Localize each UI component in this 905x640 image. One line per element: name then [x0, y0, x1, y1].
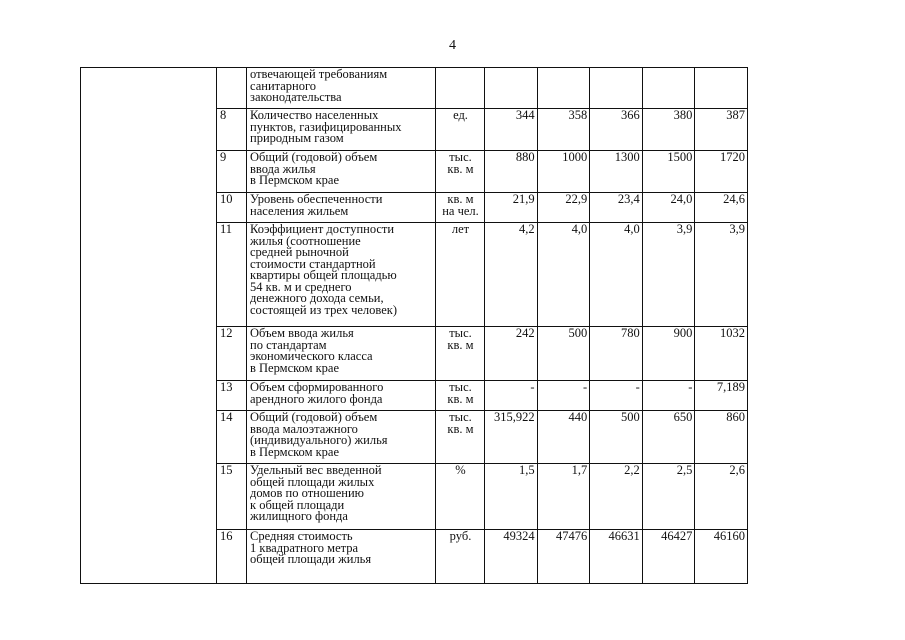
value-cell: 7,189 — [695, 381, 748, 411]
value-cell: 1300 — [590, 151, 643, 193]
value-cell: 46631 — [590, 530, 643, 584]
row-number: 14 — [217, 411, 247, 464]
table-row — [81, 68, 748, 109]
row-number: 12 — [217, 327, 247, 381]
unit-cell: кв. м на чел. — [436, 193, 485, 223]
value-cell: - — [590, 381, 643, 411]
value-cell: 49324 — [485, 530, 538, 584]
value-cell: 440 — [537, 411, 590, 464]
value-cell: 380 — [642, 109, 695, 151]
value-cell: 1,7 — [537, 464, 590, 530]
value-cell: 46160 — [695, 530, 748, 584]
value-cell: 315,922 — [485, 411, 538, 464]
value-cell: 500 — [590, 411, 643, 464]
row-number: 15 — [217, 464, 247, 530]
value-cell: 21,9 — [485, 193, 538, 223]
indicator-name: отвечающей требованиям санитарного законодательства — [247, 68, 436, 109]
table-body — [81, 68, 748, 584]
unit-cell: тыс. кв. м — [436, 381, 485, 411]
row-number: 13 — [217, 381, 247, 411]
value-cell: 3,9 — [695, 223, 748, 327]
value-cell — [590, 68, 643, 109]
value-cell: 24,6 — [695, 193, 748, 223]
value-cell: 1,5 — [485, 464, 538, 530]
unit-cell: % — [436, 464, 485, 530]
indicator-name: Общий (годовой) объем ввода малоэтажного (индивидуального) жилья в Пермском крае — [247, 411, 436, 464]
row-number: 9 — [217, 151, 247, 193]
row-number: 11 — [217, 223, 247, 327]
value-cell: 860 — [695, 411, 748, 464]
indicator-name: Количество населенных пунктов, газифицированных природным газом — [247, 109, 436, 151]
page-number: 4 — [449, 38, 456, 53]
unit-cell: ед. — [436, 109, 485, 151]
indicator-name: Объем сформированного арендного жилого фонда — [247, 381, 436, 411]
value-cell: 880 — [485, 151, 538, 193]
value-cell: 4,0 — [537, 223, 590, 327]
value-cell: 23,4 — [590, 193, 643, 223]
row-number — [217, 68, 247, 109]
value-cell: 22,9 — [537, 193, 590, 223]
unit-cell: тыс. кв. м — [436, 327, 485, 381]
value-cell: 2,5 — [642, 464, 695, 530]
row-number: 8 — [217, 109, 247, 151]
row-number: 16 — [217, 530, 247, 584]
unit-cell — [436, 68, 485, 109]
row-number: 10 — [217, 193, 247, 223]
value-cell: 46427 — [642, 530, 695, 584]
value-cell: 500 — [537, 327, 590, 381]
value-cell: 780 — [590, 327, 643, 381]
value-cell: 900 — [642, 327, 695, 381]
indicator-name: Коэффициент доступности жилья (соотношение средней рыночной стоимости стандартной квартиры общей площадью 54 кв. м и среднего денежного дохода семьи, состоящей из трех человек) — [247, 223, 436, 327]
value-cell: 344 — [485, 109, 538, 151]
unit-cell: тыс. кв. м — [436, 151, 485, 193]
value-cell: - — [485, 381, 538, 411]
value-cell: 1500 — [642, 151, 695, 193]
value-cell: 366 — [590, 109, 643, 151]
value-cell: 2,2 — [590, 464, 643, 530]
value-cell: 24,0 — [642, 193, 695, 223]
value-cell: 4,0 — [590, 223, 643, 327]
value-cell — [485, 68, 538, 109]
value-cell — [642, 68, 695, 109]
indicator-name: Средняя стоимость 1 квадратного метра общей площади жилья — [247, 530, 436, 584]
value-cell — [537, 68, 590, 109]
value-cell: 3,9 — [642, 223, 695, 327]
value-cell: 650 — [642, 411, 695, 464]
value-cell: 1032 — [695, 327, 748, 381]
value-cell — [695, 68, 748, 109]
value-cell: 1000 — [537, 151, 590, 193]
indicator-name: Удельный вес введенной общей площади жилых домов по отношению к общей площади жилищного фонда — [247, 464, 436, 530]
unit-cell: лет — [436, 223, 485, 327]
value-cell: 387 — [695, 109, 748, 151]
value-cell: 1720 — [695, 151, 748, 193]
left-empty-column — [81, 68, 217, 584]
indicator-name: Объем ввода жилья по стандартам экономического класса в Пермском крае — [247, 327, 436, 381]
value-cell: 358 — [537, 109, 590, 151]
indicator-name: Общий (годовой) объем ввода жилья в Пермском крае — [247, 151, 436, 193]
value-cell: - — [642, 381, 695, 411]
unit-cell: руб. — [436, 530, 485, 584]
indicators-table — [80, 67, 748, 584]
value-cell: 2,6 — [695, 464, 748, 530]
value-cell: 242 — [485, 327, 538, 381]
value-cell: 4,2 — [485, 223, 538, 327]
indicator-name: Уровень обеспеченности населения жильем — [247, 193, 436, 223]
unit-cell: тыс. кв. м — [436, 411, 485, 464]
value-cell: - — [537, 381, 590, 411]
value-cell: 47476 — [537, 530, 590, 584]
